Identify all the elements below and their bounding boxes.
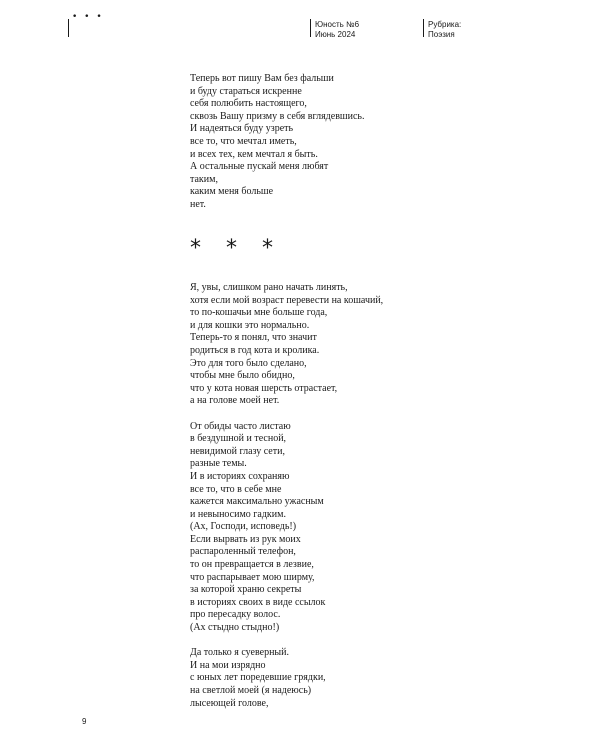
issue-info — [315, 20, 359, 40]
issue-date: Июнь 2024 — [315, 30, 356, 39]
header-divider-middle — [310, 19, 311, 37]
poem-line: Теперь вот пишу Вам без фальши — [190, 73, 334, 84]
poem-line: разные темы. — [190, 458, 247, 470]
rubric-label: Рубрика: — [428, 20, 462, 29]
poem-line: и для кошки это нормально. — [190, 319, 310, 331]
poem-line: с юных лет поредевшие грядки, — [190, 672, 326, 684]
poem-line: чтобы мне было обидно, — [190, 370, 295, 382]
poem-line: а на голове моей нет. — [190, 395, 280, 407]
magazine-issue: Юность №6 — [315, 20, 360, 29]
poem-line: А остальные пускай меня любят — [190, 161, 329, 173]
poem-line: Это для того было сделано, — [190, 357, 307, 369]
poem-line: каким меня больше — [190, 186, 274, 198]
poem-line: все то, что в себе мне — [190, 483, 282, 495]
poem-line: и невыносимо гадким. — [190, 508, 286, 520]
page-number: 9 — [82, 717, 87, 726]
header-divider-left — [68, 19, 69, 37]
poem-line: что у кота новая шерсть отрастает, — [190, 382, 338, 394]
stanza-break — [190, 408, 383, 421]
poem-line: то он превращается в лезвие, — [190, 559, 314, 571]
poem-line: Если вырвать из рук моих — [190, 533, 301, 545]
poem-line: невидимой глазу сети, — [190, 445, 285, 457]
poem-line: про пересадку волос. — [190, 609, 281, 621]
poem-line: на светлой моей (я надеюсь) — [190, 685, 312, 696]
poem-line: нет. — [190, 198, 206, 210]
poem-second — [190, 282, 383, 710]
poem-line: распароленный телефон, — [190, 546, 296, 558]
poem-line: Я, увы, слишком рано начать линять, — [190, 282, 348, 293]
stanza-break — [190, 635, 383, 648]
poem-line: (Ах, Господи, исповедь!) — [190, 521, 297, 533]
poem-line: таким, — [190, 173, 218, 185]
poem-line: И надеяться буду узреть — [190, 123, 294, 135]
poem-line: Да только я суеверный. — [190, 647, 290, 659]
poem-line: От обиды часто листаю — [190, 420, 291, 432]
poem-line: И на мои изрядно — [190, 659, 266, 671]
poem-line: что распарывает мою ширму, — [190, 571, 315, 583]
poem-line: все то, что мечтал иметь, — [190, 135, 297, 147]
poem-line: в бездушной и тесной, — [190, 433, 287, 445]
rubric-info — [428, 20, 461, 40]
poem-line: сквозь Вашу призму в себя вглядевшись. — [190, 110, 365, 122]
poem-line: хотя если мой возраст перевести на кошачий, — [190, 294, 384, 306]
poem-line: кажется максимально ужасным — [190, 496, 324, 508]
poem-line: родиться в год кота и кролика. — [190, 344, 320, 356]
poem-line: то по-кошачьи мне больше года, — [190, 307, 328, 319]
poem-line: лысеющей голове, — [190, 697, 269, 709]
poem-line: за которой храню секреты — [190, 584, 302, 596]
header-divider-right — [423, 19, 424, 37]
rubric-value: Поэзия — [428, 30, 455, 39]
page-header — [0, 0, 600, 40]
poem-line: (Ах стыдно стыдно!) — [190, 622, 280, 634]
header-ornament: • • • — [72, 12, 104, 22]
poem-line: и буду стараться искренне — [190, 85, 302, 97]
poem-line: себя полюбить настоящего, — [190, 98, 307, 110]
poem-separator: * * * — [190, 236, 282, 261]
poem-line: и всех тех, кем мечтал я быть. — [190, 148, 318, 160]
poem-first — [190, 73, 364, 212]
poem-line: И в историях сохраняю — [190, 470, 290, 482]
poem-line: Теперь-то я понял, что значит — [190, 332, 317, 344]
poem-line: в историях своих в виде ссылок — [190, 596, 326, 608]
